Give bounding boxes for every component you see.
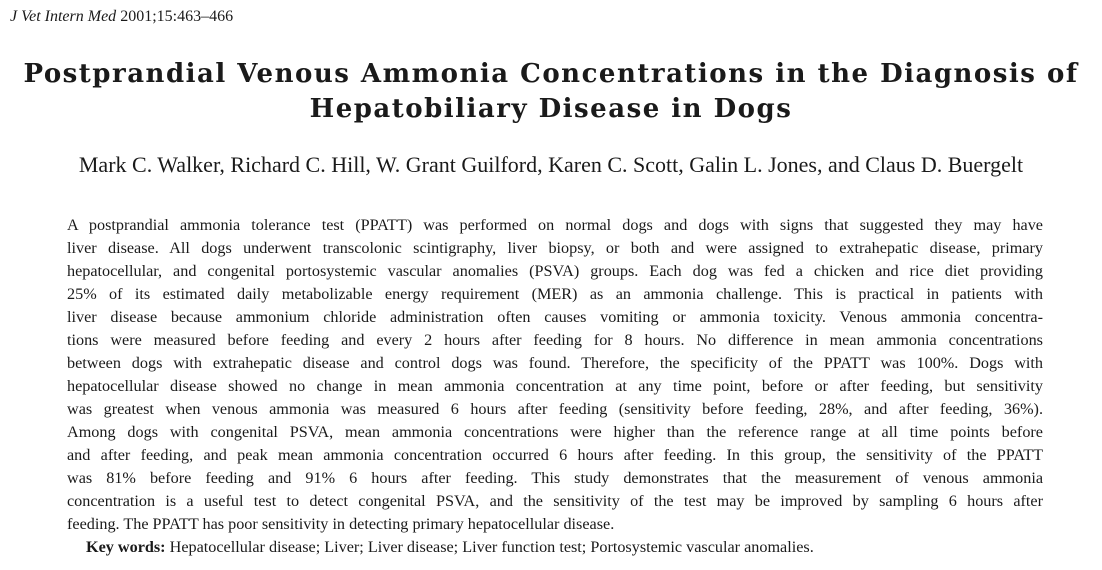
abstract-line: Among dogs with congenital PSVA, mean ammonia concentrations were higher than the reference range at all time points before bbox=[67, 423, 1043, 441]
abstract-line: A postprandial ammonia tolerance test (PPATT) was performed on normal dogs and dogs with signs that suggested they may have bbox=[67, 216, 1043, 234]
abstract-line: concentration is a useful test to detect congenital PSVA, and the sensitivity of the test may be improved by sampling 6 hours after bbox=[67, 492, 1043, 510]
abstract-line: hepatocellular, and congenital portosystemic vascular anomalies (PSVA) groups. Each dog was fed a chicken and rice diet providing bbox=[67, 262, 1043, 280]
abstract-line: hepatocellular disease showed no change in mean ammonia concentration at any time point, before or after feeding, but sensitivity bbox=[67, 377, 1043, 395]
volume-pages: 2001;15:463–466 bbox=[120, 8, 234, 25]
journal-name: J Vet Intern Med bbox=[10, 8, 117, 25]
abstract-line: between dogs with extrahepatic disease and control dogs was found. Therefore, the specificity of the PPATT was 100%. Dogs with bbox=[67, 354, 1043, 372]
abstract-line: liver disease because ammonium chloride administration often causes vomiting or ammonia toxicity. Venous ammonia concentra- bbox=[67, 308, 1043, 326]
abstract-line: and after feeding, and peak mean ammonia concentration occurred 6 hours after feeding. In this group, the sensitivity of the PPATT bbox=[67, 446, 1043, 464]
article-title-line-2: Hepatobiliary Disease in Dogs bbox=[309, 94, 793, 124]
abstract bbox=[67, 214, 1043, 536]
abstract-line: 25% of its estimated daily metabolizable energy requirement (MER) as an ammonia challenge. This is practical in patients with bbox=[67, 285, 1043, 303]
abstract-line: feeding. The PPATT has poor sensitivity in detecting primary hepatocellular disease. bbox=[67, 515, 615, 533]
abstract-line: tions were measured before feeding and every 2 hours after feeding for 8 hours. No difference in mean ammonia concentrations bbox=[67, 331, 1043, 349]
article-title-line-1: Postprandial Venous Ammonia Concentrations in the Diagnosis of bbox=[23, 59, 1079, 89]
keywords-text: Hepatocellular disease; Liver; Liver disease; Liver function test; Portosystemic vascular anomalies. bbox=[169, 538, 814, 556]
journal-citation bbox=[10, 7, 233, 27]
author-list: Mark C. Walker, Richard C. Hill, W. Grant Guilford, Karen C. Scott, Galin L. Jones, and Claus D. Buergelt bbox=[78, 152, 1024, 177]
abstract-line: liver disease. All dogs underwent transcolonic scintigraphy, liver biopsy, or both and were assigned to extrahepatic disease, primary bbox=[67, 239, 1043, 257]
article-title bbox=[0, 57, 1102, 127]
keywords-label: Key words: bbox=[86, 538, 166, 556]
abstract-line: was 81% before feeding and 91% 6 hours after feeding. This study demonstrates that the measurement of venous ammonia bbox=[67, 469, 1043, 487]
keywords bbox=[86, 536, 814, 558]
abstract-line: was greatest when venous ammonia was measured 6 hours after feeding (sensitivity before feeding, 28%, and after feeding, 36%). bbox=[67, 400, 1043, 418]
